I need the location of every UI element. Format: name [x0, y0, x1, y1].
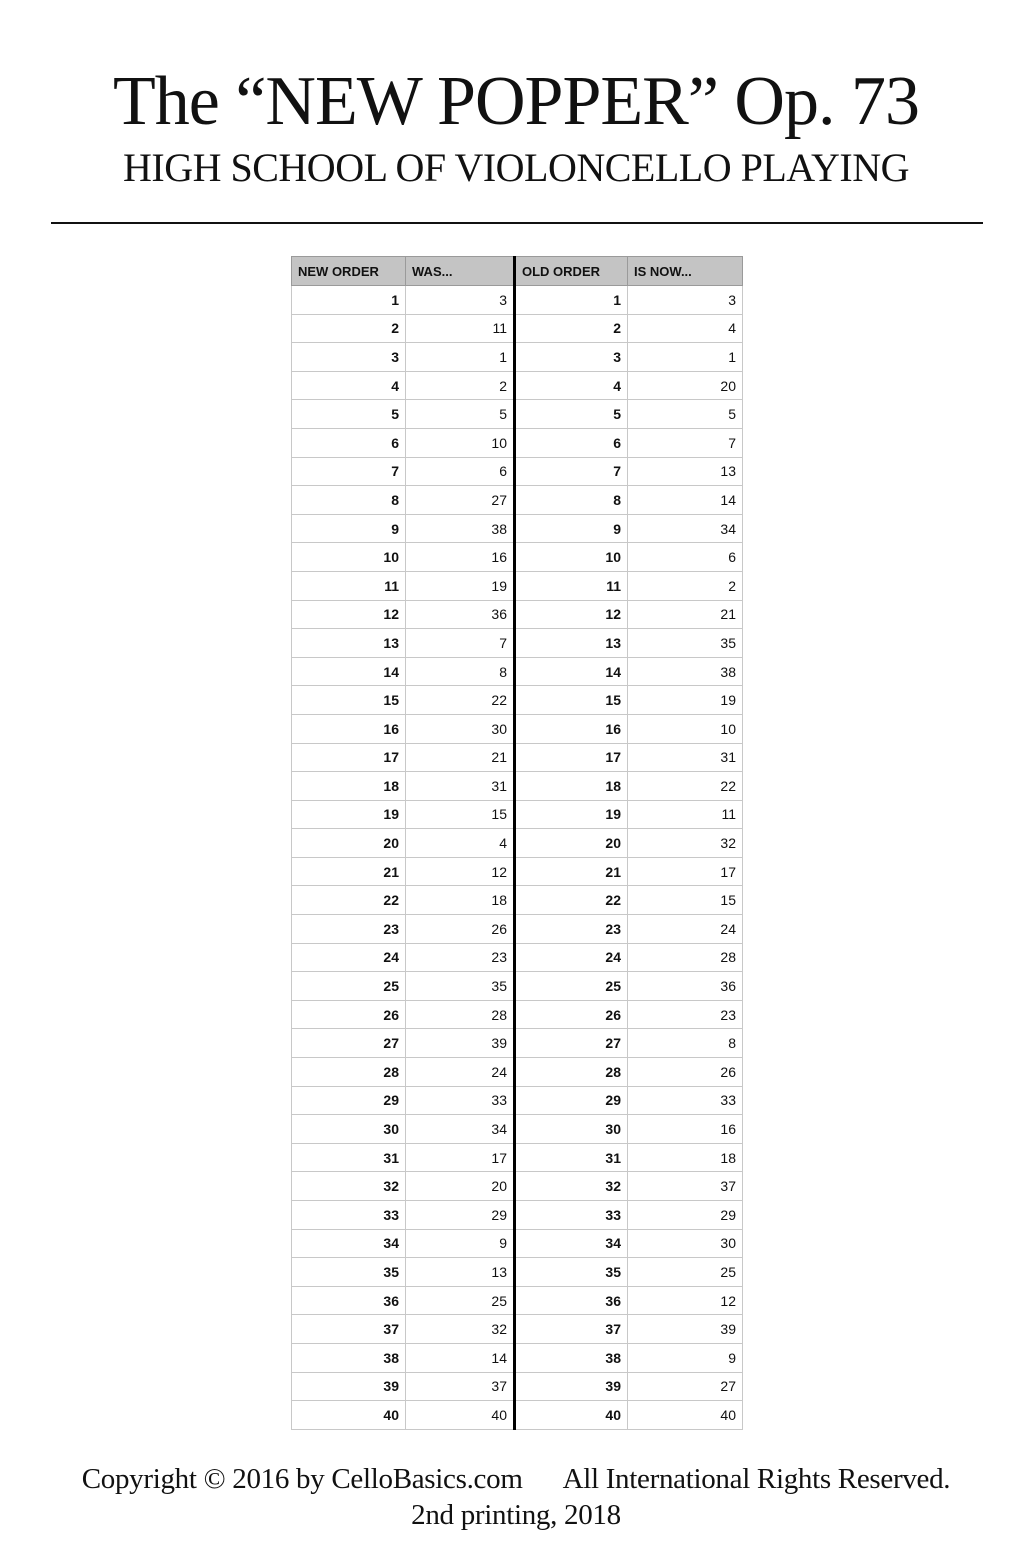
copyright-text: Copyright © 2016 by CelloBasics.com — [81, 1463, 523, 1495]
is-now-cell: 7 — [628, 428, 743, 457]
was-cell: 29 — [406, 1201, 515, 1230]
is-now-cell: 30 — [628, 1229, 743, 1258]
is-now-cell: 26 — [628, 1058, 743, 1087]
is-now-cell: 21 — [628, 600, 743, 629]
new-order-cell: 37 — [292, 1315, 406, 1344]
old-order-cell: 12 — [515, 600, 628, 629]
table-row — [292, 800, 743, 829]
table-row — [292, 371, 743, 400]
was-cell: 5 — [406, 400, 515, 429]
is-now-cell: 28 — [628, 943, 743, 972]
old-order-cell: 34 — [515, 1229, 628, 1258]
table-row — [292, 1315, 743, 1344]
was-cell: 33 — [406, 1086, 515, 1115]
column-header-was: WAS... — [406, 257, 515, 286]
old-order-cell: 25 — [515, 972, 628, 1001]
is-now-cell: 6 — [628, 543, 743, 572]
old-order-cell: 10 — [515, 543, 628, 572]
table-row — [292, 457, 743, 486]
table-row — [292, 629, 743, 658]
is-now-cell: 9 — [628, 1343, 743, 1372]
old-order-cell: 13 — [515, 629, 628, 658]
was-cell: 31 — [406, 772, 515, 801]
old-order-cell: 28 — [515, 1058, 628, 1087]
table-row — [292, 571, 743, 600]
new-order-cell: 16 — [292, 714, 406, 743]
old-order-cell: 4 — [515, 371, 628, 400]
is-now-cell: 39 — [628, 1315, 743, 1344]
old-order-cell: 37 — [515, 1315, 628, 1344]
old-order-cell: 14 — [515, 657, 628, 686]
table-row — [292, 1401, 743, 1430]
old-order-cell: 32 — [515, 1172, 628, 1201]
table-row — [292, 1372, 743, 1401]
is-now-cell: 14 — [628, 486, 743, 515]
was-cell: 28 — [406, 1000, 515, 1029]
was-cell: 1 — [406, 343, 515, 372]
is-now-cell: 1 — [628, 343, 743, 372]
old-order-cell: 38 — [515, 1343, 628, 1372]
is-now-cell: 27 — [628, 1372, 743, 1401]
table-row — [292, 1058, 743, 1087]
table-row — [292, 1000, 743, 1029]
old-order-cell: 31 — [515, 1143, 628, 1172]
is-now-cell: 2 — [628, 571, 743, 600]
new-order-cell: 17 — [292, 743, 406, 772]
table-row — [292, 1115, 743, 1144]
is-now-cell: 10 — [628, 714, 743, 743]
old-order-cell: 36 — [515, 1286, 628, 1315]
new-order-cell: 39 — [292, 1372, 406, 1401]
table-row — [292, 343, 743, 372]
was-cell: 20 — [406, 1172, 515, 1201]
was-cell: 16 — [406, 543, 515, 572]
new-order-cell: 27 — [292, 1029, 406, 1058]
old-order-cell: 40 — [515, 1401, 628, 1430]
new-order-cell: 9 — [292, 514, 406, 543]
old-order-cell: 11 — [515, 571, 628, 600]
is-now-cell: 4 — [628, 314, 743, 343]
page-subtitle: HIGH SCHOOL OF VIOLONCELLO PLAYING — [123, 145, 909, 190]
was-cell: 2 — [406, 371, 515, 400]
old-order-cell: 18 — [515, 772, 628, 801]
was-cell: 40 — [406, 1401, 515, 1430]
new-order-cell: 32 — [292, 1172, 406, 1201]
is-now-cell: 5 — [628, 400, 743, 429]
order-table-container — [291, 256, 740, 1430]
table-row — [292, 514, 743, 543]
old-order-cell: 17 — [515, 743, 628, 772]
is-now-cell: 15 — [628, 886, 743, 915]
table-header-row — [292, 257, 743, 286]
table-row — [292, 600, 743, 629]
was-cell: 14 — [406, 1343, 515, 1372]
new-order-cell: 36 — [292, 1286, 406, 1315]
new-order-cell: 30 — [292, 1115, 406, 1144]
was-cell: 11 — [406, 314, 515, 343]
new-order-cell: 25 — [292, 972, 406, 1001]
is-now-cell: 3 — [628, 286, 743, 315]
new-order-cell: 8 — [292, 486, 406, 515]
new-order-cell: 18 — [292, 772, 406, 801]
old-order-cell: 6 — [515, 428, 628, 457]
is-now-cell: 8 — [628, 1029, 743, 1058]
was-cell: 32 — [406, 1315, 515, 1344]
was-cell: 27 — [406, 486, 515, 515]
old-order-cell: 5 — [515, 400, 628, 429]
was-cell: 4 — [406, 829, 515, 858]
old-order-cell: 23 — [515, 915, 628, 944]
new-order-cell: 19 — [292, 800, 406, 829]
new-order-cell: 33 — [292, 1201, 406, 1230]
was-cell: 38 — [406, 514, 515, 543]
is-now-cell: 35 — [628, 629, 743, 658]
is-now-cell: 36 — [628, 972, 743, 1001]
new-order-cell: 20 — [292, 829, 406, 858]
old-order-cell: 39 — [515, 1372, 628, 1401]
new-order-cell: 10 — [292, 543, 406, 572]
header-divider — [51, 222, 983, 224]
old-order-cell: 21 — [515, 857, 628, 886]
is-now-cell: 13 — [628, 457, 743, 486]
new-order-cell: 4 — [292, 371, 406, 400]
table-row — [292, 314, 743, 343]
new-order-cell: 28 — [292, 1058, 406, 1087]
table-row — [292, 1143, 743, 1172]
table-row — [292, 1172, 743, 1201]
was-cell: 36 — [406, 600, 515, 629]
was-cell: 34 — [406, 1115, 515, 1144]
table-row — [292, 915, 743, 944]
old-order-cell: 33 — [515, 1201, 628, 1230]
table-row — [292, 400, 743, 429]
new-order-cell: 5 — [292, 400, 406, 429]
is-now-cell: 11 — [628, 800, 743, 829]
was-cell: 23 — [406, 943, 515, 972]
order-table — [291, 256, 743, 1430]
new-order-cell: 38 — [292, 1343, 406, 1372]
is-now-cell: 34 — [628, 514, 743, 543]
was-cell: 37 — [406, 1372, 515, 1401]
column-header-is-now: IS NOW... — [628, 257, 743, 286]
is-now-cell: 18 — [628, 1143, 743, 1172]
table-row — [292, 686, 743, 715]
was-cell: 19 — [406, 571, 515, 600]
was-cell: 17 — [406, 1143, 515, 1172]
table-row — [292, 486, 743, 515]
old-order-cell: 20 — [515, 829, 628, 858]
old-order-cell: 26 — [515, 1000, 628, 1029]
was-cell: 24 — [406, 1058, 515, 1087]
is-now-cell: 17 — [628, 857, 743, 886]
new-order-cell: 7 — [292, 457, 406, 486]
table-row — [292, 1086, 743, 1115]
was-cell: 3 — [406, 286, 515, 315]
new-order-cell: 24 — [292, 943, 406, 972]
is-now-cell: 29 — [628, 1201, 743, 1230]
is-now-cell: 25 — [628, 1258, 743, 1287]
is-now-cell: 19 — [628, 686, 743, 715]
table-row — [292, 1286, 743, 1315]
new-order-cell: 15 — [292, 686, 406, 715]
was-cell: 7 — [406, 629, 515, 658]
table-row — [292, 886, 743, 915]
old-order-cell: 9 — [515, 514, 628, 543]
old-order-cell: 22 — [515, 886, 628, 915]
was-cell: 12 — [406, 857, 515, 886]
is-now-cell: 38 — [628, 657, 743, 686]
was-cell: 15 — [406, 800, 515, 829]
old-order-cell: 19 — [515, 800, 628, 829]
table-row — [292, 1258, 743, 1287]
was-cell: 9 — [406, 1229, 515, 1258]
was-cell: 22 — [406, 686, 515, 715]
is-now-cell: 16 — [628, 1115, 743, 1144]
was-cell: 6 — [406, 457, 515, 486]
table-row — [292, 772, 743, 801]
page-title: The “NEW POPPER” Op. 73 — [113, 63, 919, 140]
is-now-cell: 24 — [628, 915, 743, 944]
new-order-cell: 22 — [292, 886, 406, 915]
was-cell: 21 — [406, 743, 515, 772]
was-cell: 39 — [406, 1029, 515, 1058]
old-order-cell: 3 — [515, 343, 628, 372]
table-row — [292, 286, 743, 315]
table-row — [292, 972, 743, 1001]
old-order-cell: 1 — [515, 286, 628, 315]
new-order-cell: 12 — [292, 600, 406, 629]
new-order-cell: 3 — [292, 343, 406, 372]
old-order-cell: 8 — [515, 486, 628, 515]
table-row — [292, 428, 743, 457]
new-order-cell: 26 — [292, 1000, 406, 1029]
old-order-cell: 7 — [515, 457, 628, 486]
old-order-cell: 29 — [515, 1086, 628, 1115]
table-row — [292, 943, 743, 972]
old-order-cell: 15 — [515, 686, 628, 715]
was-cell: 8 — [406, 657, 515, 686]
is-now-cell: 20 — [628, 371, 743, 400]
table-row — [292, 857, 743, 886]
old-order-cell: 35 — [515, 1258, 628, 1287]
was-cell: 25 — [406, 1286, 515, 1315]
was-cell: 18 — [406, 886, 515, 915]
is-now-cell: 12 — [628, 1286, 743, 1315]
table-row — [292, 1229, 743, 1258]
column-header-old-order: OLD ORDER — [515, 257, 628, 286]
new-order-cell: 6 — [292, 428, 406, 457]
new-order-cell: 23 — [292, 915, 406, 944]
was-cell: 10 — [406, 428, 515, 457]
old-order-cell: 16 — [515, 714, 628, 743]
table-row — [292, 714, 743, 743]
table-row — [292, 1201, 743, 1230]
table-row — [292, 1029, 743, 1058]
new-order-cell: 1 — [292, 286, 406, 315]
new-order-cell: 13 — [292, 629, 406, 658]
printing-text: 2nd printing, 2018 — [411, 1499, 621, 1531]
is-now-cell: 22 — [628, 772, 743, 801]
table-row — [292, 657, 743, 686]
column-header-new-order: NEW ORDER — [292, 257, 406, 286]
new-order-cell: 31 — [292, 1143, 406, 1172]
old-order-cell: 2 — [515, 314, 628, 343]
new-order-cell: 11 — [292, 571, 406, 600]
new-order-cell: 40 — [292, 1401, 406, 1430]
table-row — [292, 829, 743, 858]
is-now-cell: 37 — [628, 1172, 743, 1201]
new-order-cell: 2 — [292, 314, 406, 343]
old-order-cell: 24 — [515, 943, 628, 972]
table-row — [292, 743, 743, 772]
was-cell: 35 — [406, 972, 515, 1001]
was-cell: 13 — [406, 1258, 515, 1287]
rights-text: All International Rights Reserved. — [562, 1463, 951, 1495]
new-order-cell: 29 — [292, 1086, 406, 1115]
new-order-cell: 34 — [292, 1229, 406, 1258]
old-order-cell: 30 — [515, 1115, 628, 1144]
was-cell: 26 — [406, 915, 515, 944]
table-body — [292, 286, 743, 1430]
new-order-cell: 35 — [292, 1258, 406, 1287]
table-row — [292, 543, 743, 572]
footer-line-1 — [0, 1462, 1032, 1496]
new-order-cell: 14 — [292, 657, 406, 686]
new-order-cell: 21 — [292, 857, 406, 886]
is-now-cell: 33 — [628, 1086, 743, 1115]
is-now-cell: 23 — [628, 1000, 743, 1029]
is-now-cell: 40 — [628, 1401, 743, 1430]
table-row — [292, 1343, 743, 1372]
is-now-cell: 31 — [628, 743, 743, 772]
was-cell: 30 — [406, 714, 515, 743]
old-order-cell: 27 — [515, 1029, 628, 1058]
is-now-cell: 32 — [628, 829, 743, 858]
